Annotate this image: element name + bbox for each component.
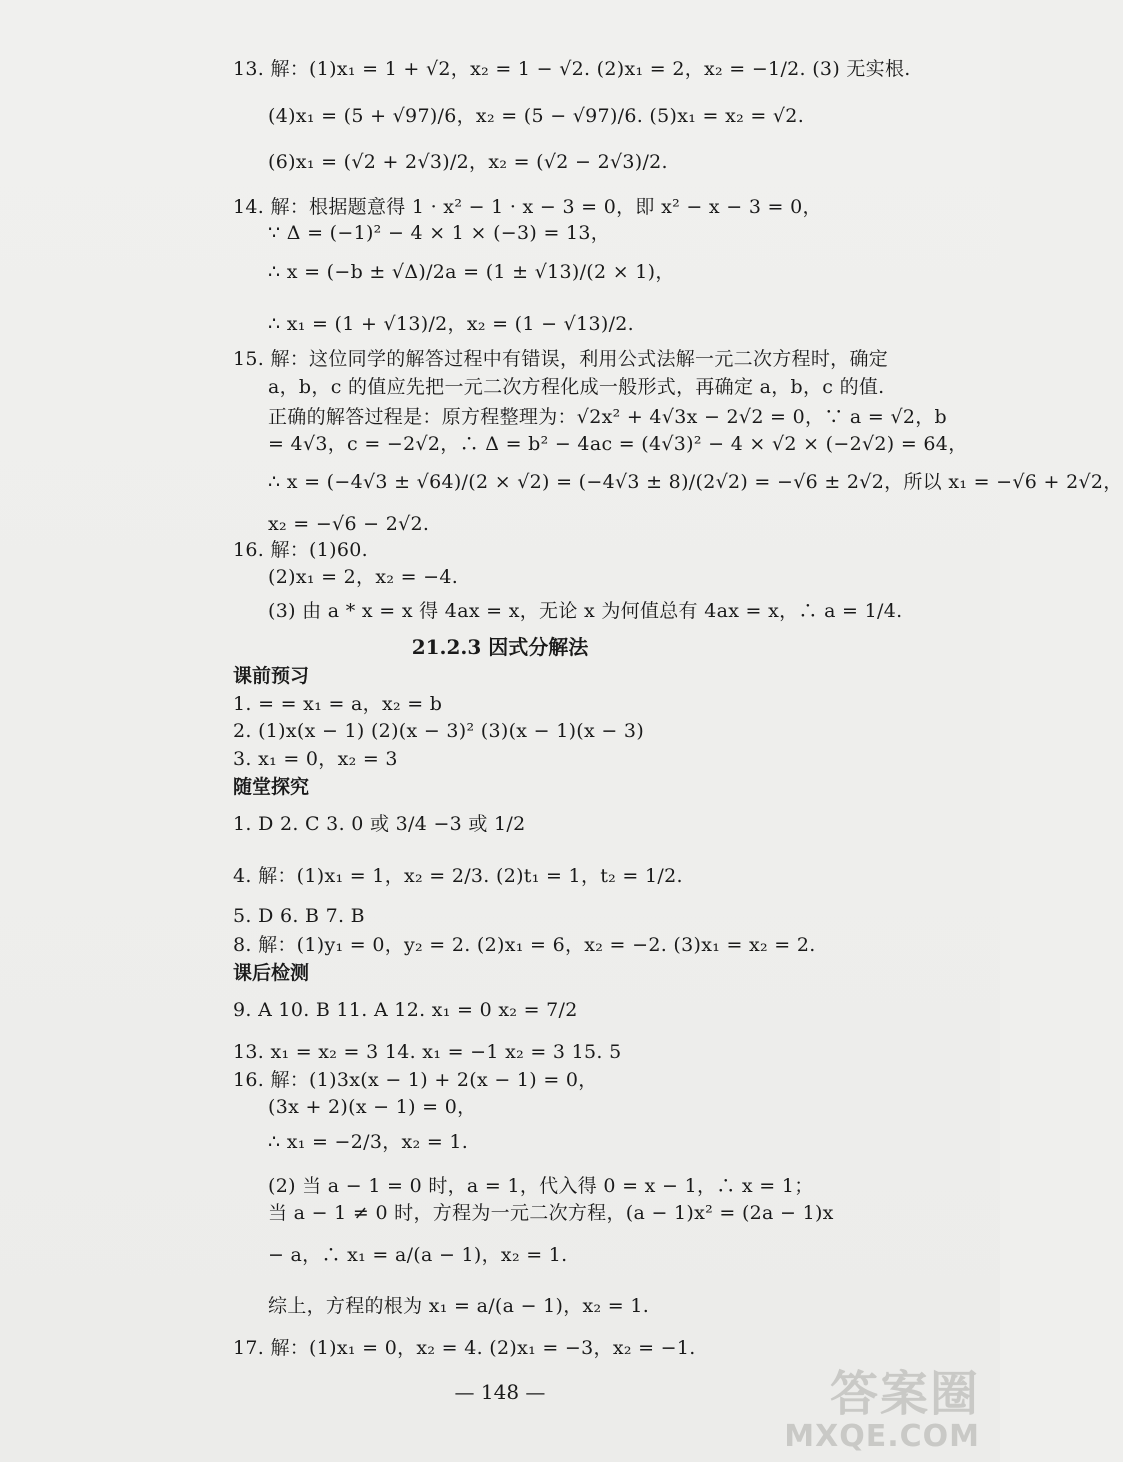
heading-preview: 课前预习 [233,665,310,687]
heading-explore: 随堂探究 [233,776,310,798]
explore-4: 4. 解：(1)x₁ = 1，x₂ = 2/3. (2)t₁ = 1，t₂ = 1/2. [233,865,683,887]
watermark-logo [784,1368,980,1454]
answer-14-line3: ∴ x = (−b ± √Δ)/2a = (1 ± √13)/(2 × 1)， [268,261,675,283]
check-16-line7: 综上，方程的根为 x₁ = a/(a − 1)，x₂ = 1. [268,1295,650,1317]
answer-15-line6: x₂ = −√6 − 2√2. [268,513,430,535]
heading-check: 课后检测 [233,962,310,984]
answer-15-line5: ∴ x = (−4√3 ± √64)/(2 × √2) = (−4√3 ± 8)/(2√2) = −√6 ± 2√2，所以 x₁ = −√6 + 2√2， [268,471,1123,493]
answer-16-line1: 16. 解：(1)60. [233,539,368,561]
answer-14-line4: ∴ x₁ = (1 + √13)/2，x₂ = (1 − √13)/2. [268,313,635,335]
answer-13-line3: (6)x₁ = (√2 + 2√3)/2，x₂ = (√2 − 2√3)/2. [268,151,668,173]
answer-15-line1: 15. 解：这位同学的解答过程中有错误，利用公式法解一元二次方程时，确定 [233,348,889,370]
answer-16-line3: (3) 由 a * x = x 得 4ax = x，无论 x 为何值总有 4ax = x，∴ a = 1/4. [268,600,903,622]
answer-15-line4: = 4√3，c = −2√2，∴ Δ = b² − 4ac = (4√3)² − 4 × √2 × (−2√2) = 64， [268,433,968,455]
check-13-15: 13. x₁ = x₂ = 3 14. x₁ = −1 x₂ = 3 15. 5 [233,1041,622,1063]
answer-14-line1: 14. 解：根据题意得 1 · x² − 1 · x − 3 = 0，即 x² − x − 3 = 0， [233,196,822,218]
answer-14-line2: ∵ Δ = (−1)² − 4 × 1 × (−3) = 13， [268,222,611,244]
answer-15-line3: 正确的解答过程是：原方程整理为：√2x² + 4√3x − 2√2 = 0，∵ a = √2，b [268,406,948,428]
check-16-line4: (2) 当 a − 1 = 0 时，a = 1，代入得 0 = x − 1，∴ x = 1； [268,1175,814,1197]
section-title: 21.2.3 因式分解法 [411,635,589,659]
page-number: — 148 — [454,1380,546,1404]
check-16-line6: − a，∴ x₁ = a/(a − 1)，x₂ = 1. [268,1244,568,1266]
watermark-logo-text: 答案圈 [829,1366,980,1422]
check-17: 17. 解：(1)x₁ = 0，x₂ = 4. (2)x₁ = −3，x₂ = −1. [233,1337,696,1359]
check-16-line5: 当 a − 1 ≠ 0 时，方程为一元二次方程，(a − 1)x² = (2a − 1)x [268,1202,834,1224]
preview-2: 2. (1)x(x − 1) (2)(x − 3)² (3)(x − 1)(x − 3) [233,720,645,742]
preview-3: 3. x₁ = 0，x₂ = 3 [233,748,398,770]
check-16-line2: (3x + 2)(x − 1) = 0， [268,1096,477,1118]
watermark-site: MXQE.COM [784,1419,980,1454]
check-16-line3: ∴ x₁ = −2/3，x₂ = 1. [268,1131,469,1153]
answer-15-line2: a，b，c 的值应先把一元二次方程化成一般形式，再确定 a，b，c 的值. [268,376,885,398]
explore-1-3: 1. D 2. C 3. 0 或 3/4 −3 或 1/2 [233,813,526,835]
check-9-12: 9. A 10. B 11. A 12. x₁ = 0 x₂ = 7/2 [233,999,578,1021]
answer-13-line1: 13. 解：(1)x₁ = 1 + √2，x₂ = 1 − √2. (2)x₁ = 2，x₂ = −1/2. (3) 无实根. [233,58,911,80]
explore-5-7: 5. D 6. B 7. B [233,905,365,927]
answer-16-line2: (2)x₁ = 2，x₂ = −4. [268,566,459,588]
preview-1: 1. = = x₁ = a，x₂ = b [233,693,443,715]
check-16-line1: 16. 解：(1)3x(x − 1) + 2(x − 1) = 0， [233,1069,598,1091]
answer-13-line2: (4)x₁ = (5 + √97)/6，x₂ = (5 − √97)/6. (5)x₁ = x₂ = √2. [268,105,805,127]
explore-8: 8. 解：(1)y₁ = 0，y₂ = 2. (2)x₁ = 6，x₂ = −2. (3)x₁ = x₂ = 2. [233,934,816,956]
